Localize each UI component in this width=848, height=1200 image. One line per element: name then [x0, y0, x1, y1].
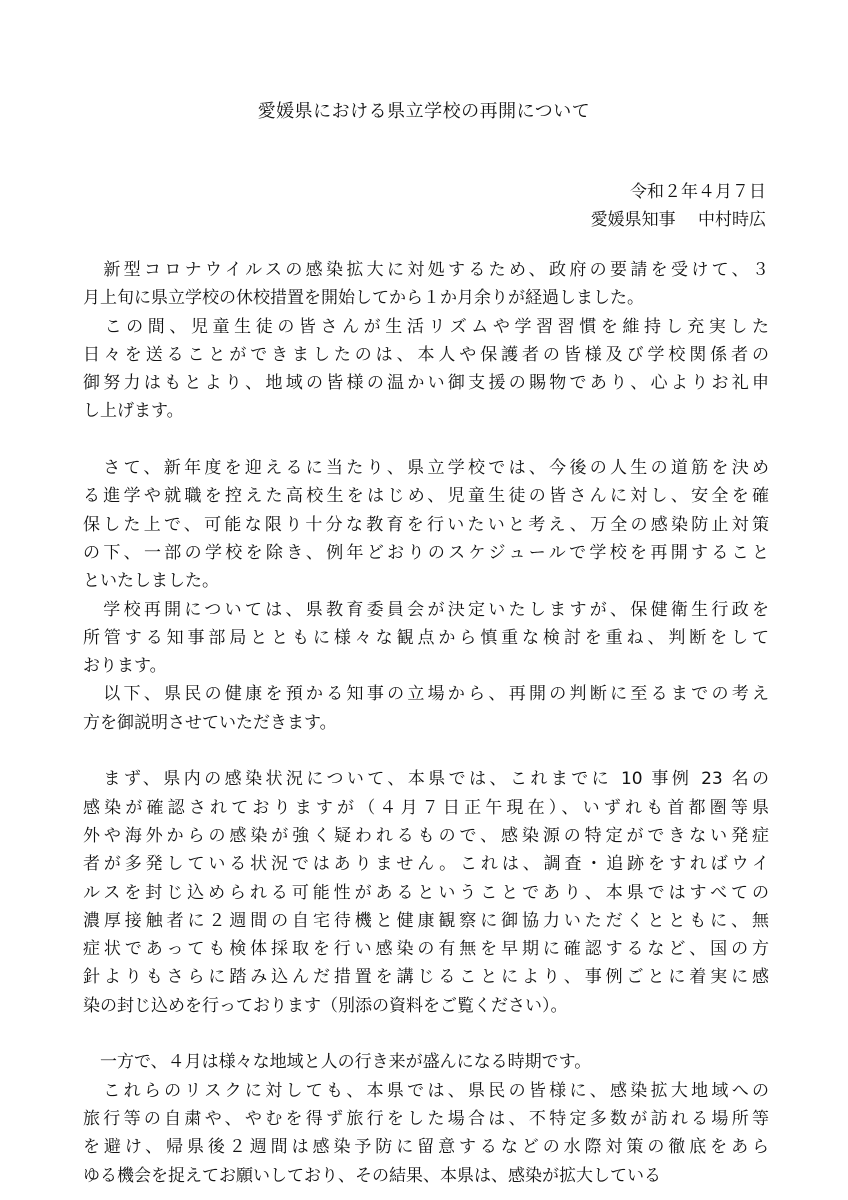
body-text-line: し上げます。 — [83, 401, 184, 422]
body-text-line: 御努力はもとより、地域の皆様の温かい御支援の賜物であり、心よりお礼申 — [83, 373, 769, 394]
body-text-line: 月上旬に県立学校の休校措置を開始してから１か月余りが経過しました。 — [83, 288, 644, 309]
body-text-line: 症状であっても検体採取を行い感染の有無を早期に確認するなど、国の方 — [83, 939, 769, 960]
document-author: 愛媛県知事 中村時広 — [590, 210, 766, 230]
body-text-line: といたしました。 — [83, 571, 219, 592]
body-text-line: 方を御説明させていただきます。 — [83, 712, 337, 733]
body-text-line: 新型コロナウイルスの感染拡大に対処するため、政府の要請を受けて、３ — [83, 260, 769, 280]
paragraph-gap — [83, 737, 769, 765]
document-date: 令和２年４月７日 — [630, 182, 766, 202]
body-text-line: 針よりもさらに踏み込んだ措置を講じることにより、事例ごとに着実に感 — [83, 967, 769, 988]
body-text-line: 濃厚接触者に２週間の自宅待機と健康観察に御協力いただくとともに、無 — [83, 910, 769, 931]
body-text-line: この間、児童生徒の皆さんが生活リズムや学習習慣を維持し充実した — [83, 316, 769, 337]
body-text-line: 学校再開については、県教育委員会が決定いたしますが、保健衛生行政を — [83, 599, 769, 620]
body-text-line: 保した上で、可能な限り十分な教育を行いたいと考え、万全の感染防止対策 — [83, 514, 769, 535]
body-text-line: 感染が確認されておりますが（４月７日正午現在）、いずれも首都圏等県 — [83, 797, 769, 818]
body-text-line: ルスを封じ込められる可能性があるということであり、本県ではすべての — [83, 882, 769, 903]
body-text-line: 者が多発している状況ではありません。これは、調査・追跡をすればウイ — [83, 854, 769, 875]
body-text-line: これらのリスクに対しても、本県では、県民の皆様に、感染拡大地域への — [83, 1080, 769, 1101]
body-text-line: の下、一部の学校を除き、例年どおりのスケジュールで学校を再開すること — [83, 542, 769, 563]
body-text-line: ゆる機会を捉えてお願いしており、その結果、本県は、感染が拡大している — [83, 1165, 661, 1186]
body-text-line: 染の封じ込めを行っております（別添の資料をご覧ください）。 — [83, 995, 568, 1016]
document-title: 愛媛県における県立学校の再開について — [257, 101, 591, 122]
body-text-line: 以下、県民の健康を預かる知事の立場から、再開の判断に至るまでの考え — [83, 684, 769, 705]
body-text-line: おります。 — [83, 656, 167, 677]
body-text-line: 旅行等の自粛や、やむを得ず旅行をした場合は、不特定多数が訪れる場所等 — [83, 1108, 769, 1129]
body-text-line: まず、県内の感染状況について、本県では、これまでに 10 事例 23 名の — [83, 769, 769, 790]
body-text-line: を避け、帰県後２週間は感染予防に留意するなどの水際対策の徹底をあら — [83, 1137, 769, 1158]
body-text-line: 日々を送ることができましたのは、本人や保護者の皆様及び学校関係者の — [83, 344, 769, 365]
paragraph-gap — [83, 426, 769, 454]
paragraph-gap — [83, 1020, 769, 1048]
body-text-line: 外や海外からの感染が強く疑われるもので、感染源の特定ができない発症 — [83, 825, 769, 846]
body-text-line: る進学や就職を控えた高校生をはじめ、児童生徒の皆さんに対し、安全を確 — [83, 486, 769, 507]
document-body — [83, 256, 769, 1190]
body-text-line: 所管する知事部局とともに様々な観点から慎重な検討を重ね、判断をして — [83, 627, 769, 648]
body-text-line: さて、新年度を迎えるに当たり、県立学校では、今後の人生の道筋を決め — [83, 458, 769, 479]
document-meta — [591, 178, 766, 234]
body-text-line: 一方で、４月は様々な地域と人の行き来が盛んになる時期です。 — [83, 1052, 592, 1073]
